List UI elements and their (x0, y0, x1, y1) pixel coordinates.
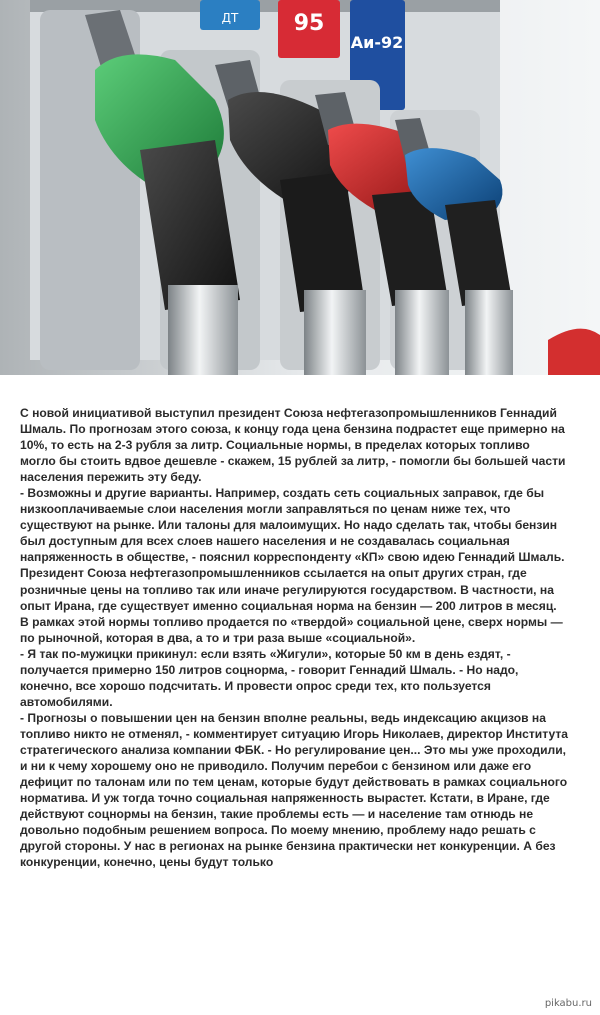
article-paragraph-2: - Возможны и другие варианты. Например, создать сеть социальных заправок, где бы низкооплачиваемые слои населения могли заправляться по ценам ниже тех, что существуют на рынке. Или талоны для малоимущих. Но надо сделать так, чтобы бензин был доступным для всех слоев нашего населения и не создавалась социальная напряженность в обществе, - пояснил корреспонденту «КП» свою идею Геннадий Шмаль. (20, 486, 565, 565)
pikabu-watermark: pikabu.ru (544, 998, 592, 1009)
pump-label-dt: ДТ (221, 11, 239, 25)
article-paragraph-3: Президент Союза нефтегазопромышленников ссылается на опыт других стран, где розничные цены на топливо так или иначе регулируются государством. В частности, на опыт Ирана, где существует именно социальная норма на бензин — 200 литров в месяц. В рамках этой нормы топливо продается по «твердой» социальной цене, сверх нормы — по рыночной, которая в два, а то и три раза выше «социальной». (20, 566, 563, 645)
pump-label-92: Аи-92 (350, 33, 404, 52)
article-paragraph-5: - Прогнозы о повышении цен на бензин вполне реальны, ведь индексацию акцизов на топливо никто не отменял, - комментирует ситуацию Игорь Николаев, директор Института стратегического анализа компании ФБК. - Но регулирование цен... Это мы уже проходили, и ни к чему хорошему оно не приводило. Получим перебои с бензином или даже его дефицит по талонам или по тем ценам, которые будут действовать в рамках социального норматива. И уж тогда точно социальная напряженность вырастет. Кстати, в Иране, где действуют соцнормы на бензин, такие проблемы есть — и население там отнюдь не довольно подобным решением вопроса. По моему мнению, проблему надо решать с другой стороны. У нас в регионах на рынке бензина практически нет конкуренции. А без конкуренции, конечно, цены будут только (20, 710, 568, 870)
fuel-pump-nozzles-icon (0, 0, 600, 375)
fuel-nozzles-photo (0, 0, 600, 375)
article-paragraph-1: С новой инициативой выступил президент Союза нефтегазопромышленников Геннадий Шмаль. По прогнозам этого союза, к концу года цена бензина подрастет еще примерно на 10%, то есть на 2-3 рубля за литр. Социальные нормы, в пределах которых топливо могло бы стоить вдвое дешевле - скажем, 15 рублей за литр, - помогли бы большей части населения пережить эту беду. (20, 406, 566, 485)
article-paragraph-4: - Я так по-мужицки прикинул: если взять «Жигули», которые 50 км в день ездят, - получается примерно 150 литров соцнорма, - говорит Геннадий Шмаль. - Но надо, конечно, все хорошо подсчитать. И провести опрос среди тех, кто пользуется автомобилями. (20, 646, 519, 709)
article-text (20, 405, 568, 870)
pump-label-95: 95 (293, 11, 325, 36)
